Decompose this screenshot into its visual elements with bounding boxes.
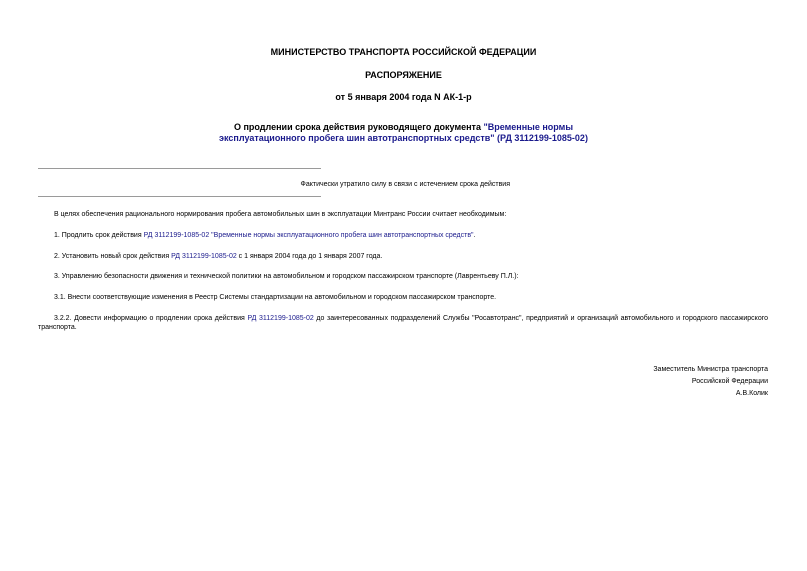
date-number-heading: от 5 января 2004 года N АК-1-р [335, 92, 472, 102]
ministry-heading: МИНИСТЕРСТВО ТРАНСПОРТА РОССИЙСКОЙ ФЕДЕРАЦИИ [270, 47, 537, 57]
paragraph-1 [38, 231, 768, 240]
signature-position: Заместитель Министра транспорта [653, 366, 768, 373]
paragraph-2-suffix: с 1 января 2004 года до 1 января 2007 года. [236, 253, 383, 260]
status-note: Фактически утратило силу в связи с истечением срока действия [300, 181, 510, 188]
paragraph-1-suffix: . [473, 232, 476, 239]
paragraph-2 [38, 252, 768, 261]
title-document-link[interactable]: "Временные нормы эксплуатационного пробега шин автотранспортных средств" (РД 3112199-1085-02) [219, 122, 588, 143]
paragraph-1-prefix: 1. Продлить срок действия [54, 232, 144, 239]
bottom-divider [38, 196, 321, 197]
paragraph-1-link[interactable]: РД 3112199-1085-02 "Временные нормы эксплуатационного пробега шин автотранспортных средств" [143, 232, 474, 239]
paragraph-3-2-2-link[interactable]: РД 3112199-1085-02 [247, 315, 314, 322]
paragraph-3: 3. Управлению безопасности движения и технической политики на автомобильном и городском пассажирском транспорте (Лаврентьеву П.Л.): [54, 273, 519, 280]
paragraph-3-2-2-suffix: до заинтересованных подразделений Службы "Росавтотранс", предприятий и организаций автомобильного и городского пассажирского транспорта. [38, 315, 769, 331]
top-divider [38, 168, 321, 169]
paragraph-2-prefix: 2. Установить новый срок действия [54, 253, 172, 260]
signature-name: А.В.Колик [735, 390, 768, 397]
intro-paragraph: В целях обеспечения рационального нормирования пробега автомобильных шин в эксплуатации Минтранс России считает необходимым: [54, 211, 507, 218]
document-title [200, 122, 607, 144]
title-prefix: О продлении срока действия руководящего документа [233, 122, 484, 132]
signature-block [653, 364, 768, 400]
paragraph-2-link[interactable]: РД 3112199-1085-02 [171, 253, 237, 260]
document-type-heading: РАСПОРЯЖЕНИЕ [365, 70, 442, 80]
signature-country: Российской Федерации [691, 378, 768, 385]
paragraph-3-2-2-prefix: 3.2.2. Довести информацию о продлении срока действия [54, 315, 248, 322]
paragraph-3-2-2 [38, 314, 768, 332]
paragraph-3-1: 3.1. Внести соответствующие изменения в Реестр Системы стандартизации на автомобильном и городском пассажирском транспорте. [54, 294, 497, 301]
